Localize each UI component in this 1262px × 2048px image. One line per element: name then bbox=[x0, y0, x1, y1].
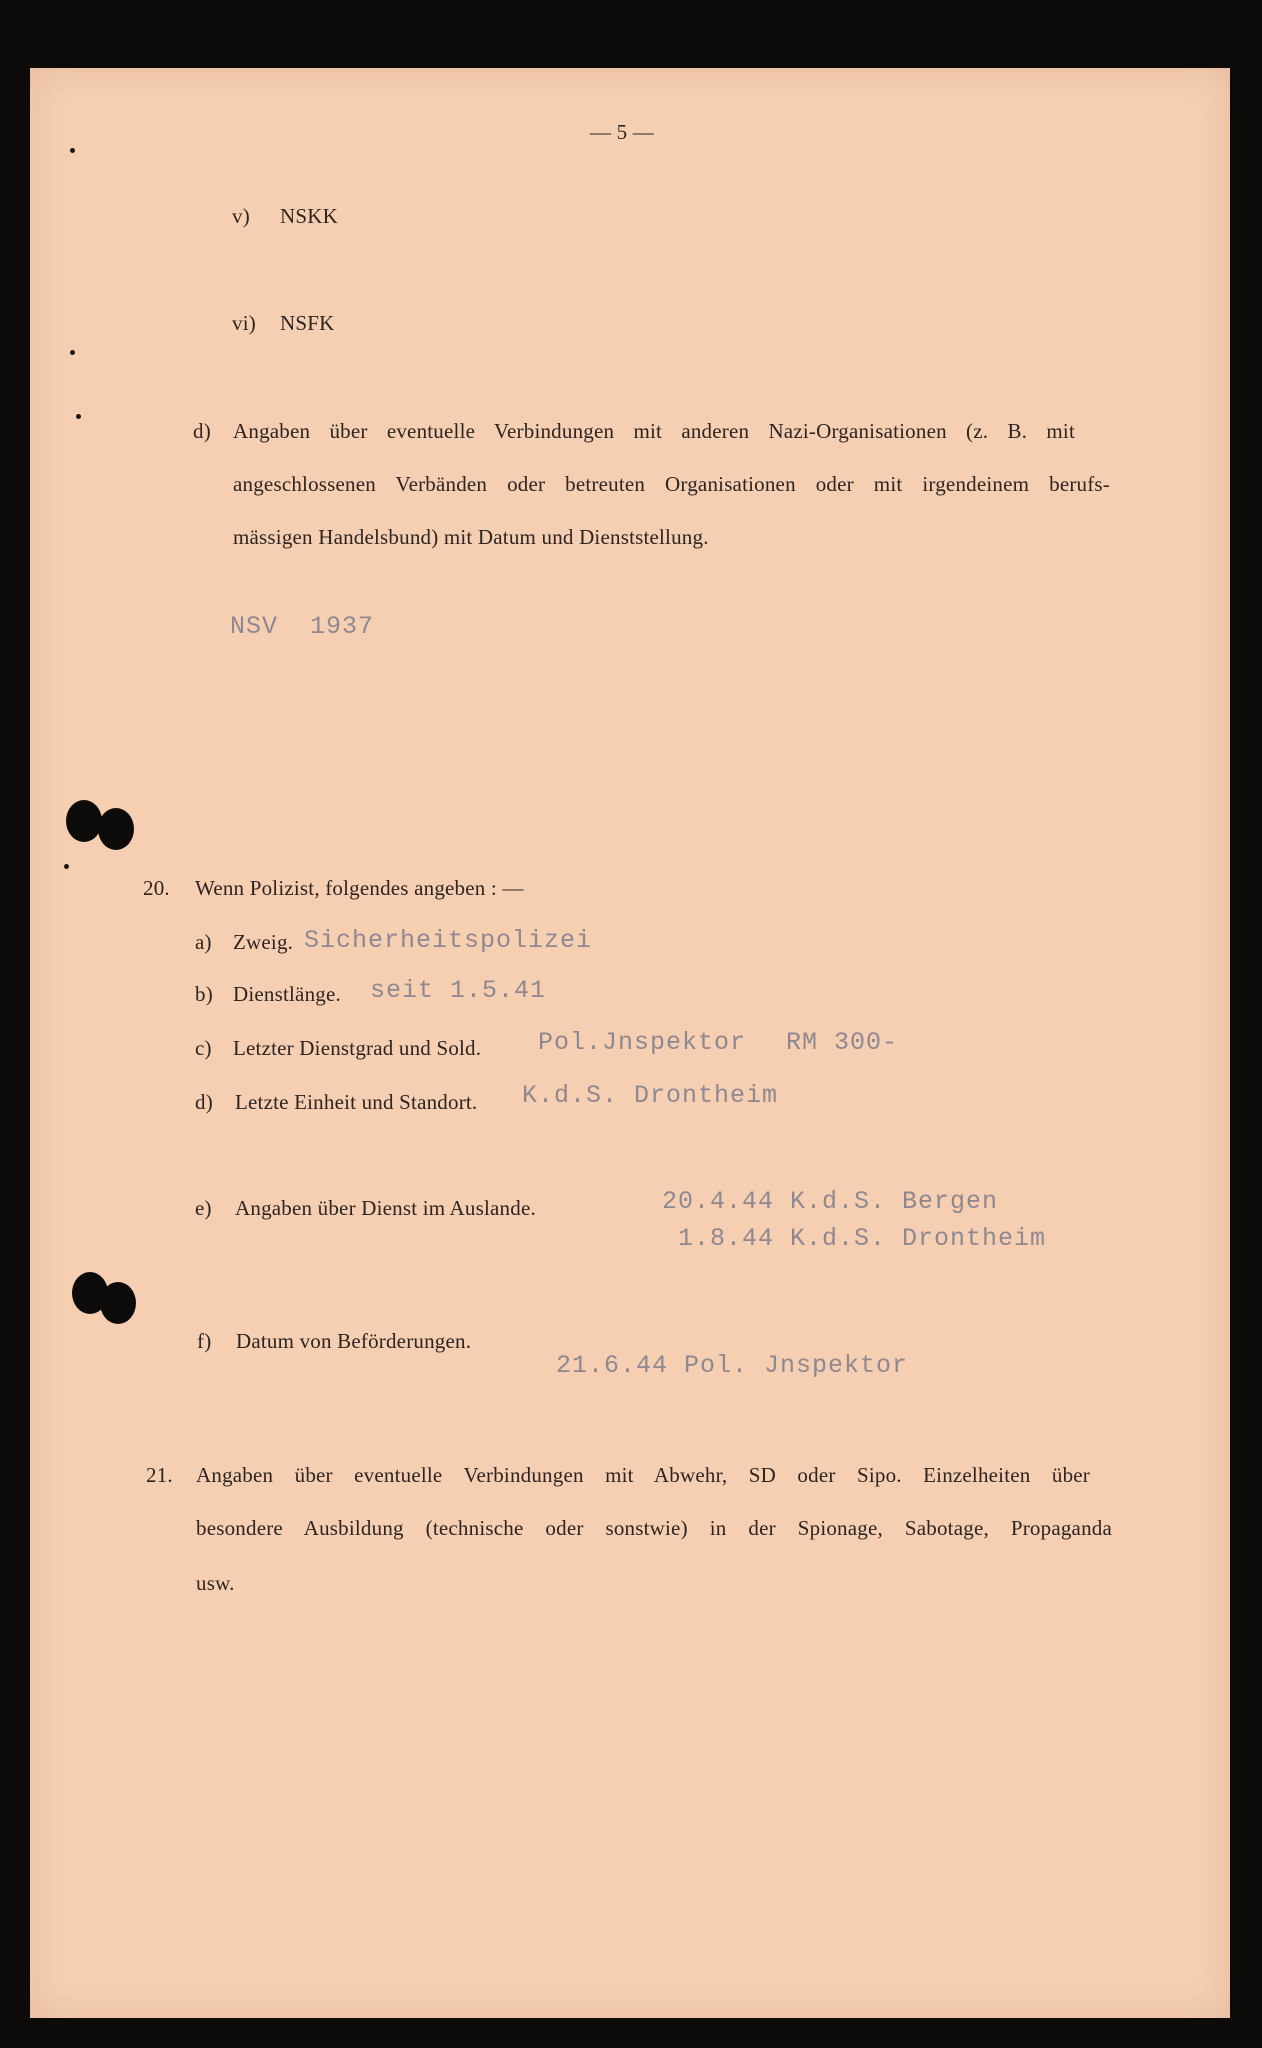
q20-d-answer: K.d.S. Drontheim bbox=[522, 1081, 779, 1110]
q20-a-text: Zweig. bbox=[233, 930, 294, 954]
question-21-line-1: Angaben über eventuelle Verbindungen mit Abwehr, SD oder Sipo. Einzelheiten über bbox=[196, 1463, 1090, 1487]
margin-mark bbox=[64, 864, 69, 869]
q20-f-label: f) bbox=[197, 1329, 212, 1353]
item-d-label: d) bbox=[193, 419, 211, 443]
item-v-label: v) bbox=[232, 204, 250, 228]
q20-f-answer: 21.6.44 Pol. Jnspektor bbox=[556, 1351, 909, 1380]
margin-mark bbox=[76, 414, 81, 419]
page-number: — 5 — bbox=[590, 120, 654, 144]
q20-d-label: d) bbox=[195, 1090, 213, 1114]
q20-e-answer-2: 1.8.44 K.d.S. Drontheim bbox=[678, 1224, 1047, 1253]
question-20-number: 20. bbox=[143, 876, 170, 900]
question-20-title: Wenn Polizist, folgendes angeben : — bbox=[195, 876, 524, 900]
margin-mark bbox=[70, 148, 75, 153]
punch-hole bbox=[100, 1282, 136, 1324]
punch-hole bbox=[98, 808, 134, 850]
q20-c-answer-salary: RM 300- bbox=[786, 1028, 899, 1057]
item-d-answer: NSV 1937 bbox=[230, 612, 375, 641]
item-v-text: NSKK bbox=[280, 204, 338, 228]
item-d-line-3: mässigen Handelsbund) mit Datum und Dienststellung. bbox=[233, 525, 709, 549]
q20-d-text: Letzte Einheit und Standort. bbox=[235, 1090, 478, 1114]
punch-hole bbox=[66, 800, 102, 842]
q20-a-label: a) bbox=[195, 930, 212, 954]
q20-b-label: b) bbox=[195, 982, 213, 1006]
question-21-line-3: usw. bbox=[196, 1571, 235, 1595]
q20-b-text: Dienstlänge. bbox=[233, 982, 341, 1006]
item-d-line-2: angeschlossenen Verbänden oder betreuten Organisationen oder mit irgendeinem berufs- bbox=[233, 472, 1110, 496]
q20-e-answer-1: 20.4.44 K.d.S. Bergen bbox=[662, 1187, 999, 1216]
q20-e-text: Angaben über Dienst im Auslande. bbox=[235, 1196, 536, 1220]
item-vi-text: NSFK bbox=[280, 311, 335, 335]
q20-a-answer: Sicherheitspolizei bbox=[304, 926, 593, 955]
q20-c-text: Letzter Dienstgrad und Sold. bbox=[233, 1036, 482, 1060]
question-21-line-2: besondere Ausbildung (technische oder sonstwie) in der Spionage, Sabotage, Propaganda bbox=[196, 1516, 1112, 1540]
q20-c-label: c) bbox=[195, 1036, 212, 1060]
item-vi-label: vi) bbox=[232, 311, 256, 335]
margin-mark bbox=[70, 350, 75, 355]
item-d-line-1: Angaben über eventuelle Verbindungen mit anderen Nazi-Organisationen (z. B. mit bbox=[233, 419, 1075, 443]
q20-b-answer: seit 1.5.41 bbox=[370, 976, 547, 1005]
q20-e-label: e) bbox=[195, 1196, 212, 1220]
question-21-number: 21. bbox=[146, 1463, 173, 1487]
q20-c-answer: Pol.Jnspektor bbox=[538, 1028, 747, 1057]
q20-f-text: Datum von Beförderungen. bbox=[236, 1329, 472, 1353]
